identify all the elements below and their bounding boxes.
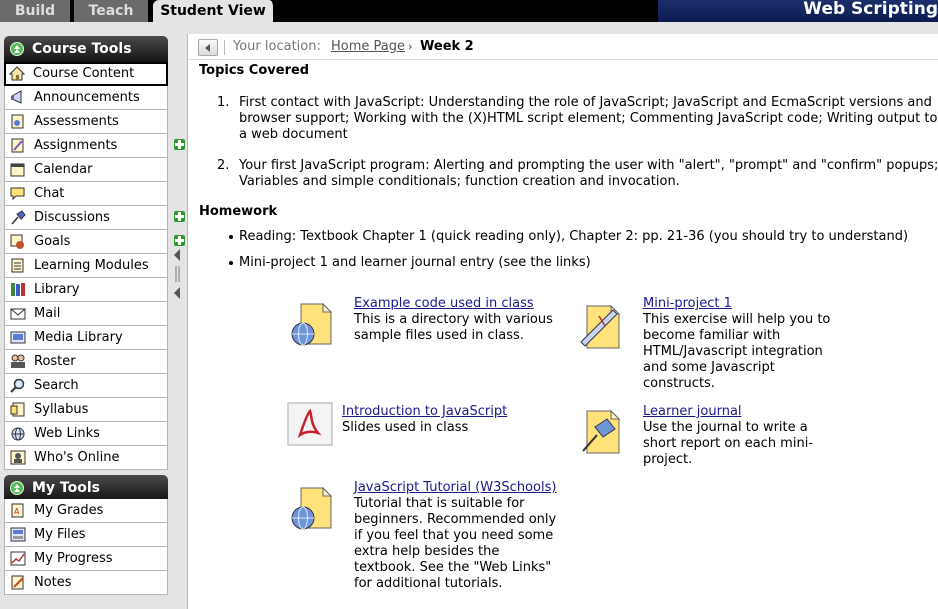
link-title[interactable]: Mini-project 1 bbox=[643, 296, 732, 311]
globe-icon bbox=[10, 426, 26, 441]
sidebar-item-label: Chat bbox=[34, 186, 65, 201]
topic-number: 1. bbox=[217, 95, 230, 110]
breadcrumb-home-link[interactable]: Home Page bbox=[331, 39, 405, 54]
breadcrumb bbox=[189, 34, 938, 60]
sidebar-item-goals[interactable] bbox=[4, 230, 168, 254]
link-title[interactable]: JavaScript Tutorial (W3Schools) bbox=[354, 480, 557, 495]
main-content bbox=[189, 34, 938, 609]
link-example-code bbox=[354, 296, 564, 344]
link-learner-journal bbox=[643, 404, 843, 468]
sidebar-item-label: Assessments bbox=[34, 114, 119, 129]
breadcrumb-label: Your location: bbox=[233, 39, 321, 54]
sidebar-item-label: Goals bbox=[34, 234, 71, 249]
media-icon bbox=[10, 330, 26, 345]
sidebar-item-notes[interactable] bbox=[4, 571, 168, 595]
chat-icon bbox=[10, 186, 26, 201]
sidebar-item-announcements[interactable] bbox=[4, 86, 168, 110]
assignment-icon bbox=[10, 138, 26, 153]
tab-build[interactable]: Build bbox=[0, 0, 72, 22]
sidebar-item-my-grades[interactable] bbox=[4, 499, 168, 523]
sidebar-item-learning-modules[interactable] bbox=[4, 254, 168, 278]
sidebar-item-media-library[interactable] bbox=[4, 326, 168, 350]
sidebar-item-label: Notes bbox=[34, 575, 72, 590]
sidebar bbox=[0, 34, 188, 609]
course-tools-title: Course Tools bbox=[32, 41, 132, 57]
sidebar-item-label: Calendar bbox=[34, 162, 93, 177]
new-item-icon bbox=[174, 235, 185, 246]
sidebar-item-label: Web Links bbox=[34, 426, 100, 441]
my-tools-title: My Tools bbox=[32, 480, 100, 496]
course-tools-header[interactable] bbox=[4, 36, 168, 62]
link-title[interactable]: Introduction to JavaScript bbox=[342, 404, 508, 419]
calendar-icon bbox=[10, 162, 26, 177]
back-button[interactable] bbox=[198, 39, 218, 56]
home-icon bbox=[9, 66, 25, 81]
collapse-chevron-icon[interactable] bbox=[10, 42, 24, 56]
megaphone-icon bbox=[10, 90, 26, 105]
pushpin-icon bbox=[10, 210, 26, 225]
sidebar-item-label: Assignments bbox=[34, 138, 118, 153]
mail-icon bbox=[10, 306, 26, 321]
pdf-icon[interactable] bbox=[286, 401, 334, 447]
sidebar-item-label: Search bbox=[34, 378, 79, 393]
app-title: Web Scripting bbox=[658, 0, 938, 22]
breadcrumb-current: Week 2 bbox=[420, 39, 474, 54]
web-folder-icon[interactable] bbox=[289, 486, 333, 532]
sidebar-item-label: Who's Online bbox=[34, 450, 120, 465]
link-w3schools-tutorial bbox=[354, 480, 564, 592]
sidebar-item-web-links[interactable] bbox=[4, 422, 168, 446]
sidebar-item-calendar[interactable] bbox=[4, 158, 168, 182]
top-strip bbox=[0, 22, 938, 34]
link-description: Use the journal to write a short report on each mini-project. bbox=[643, 420, 814, 467]
sidebar-item-label: Course Content bbox=[33, 66, 135, 81]
people-icon bbox=[10, 354, 26, 369]
sidebar-item-my-progress[interactable] bbox=[4, 547, 168, 571]
sidebar-item-label: My Progress bbox=[34, 551, 113, 566]
sidebar-item-mail[interactable] bbox=[4, 302, 168, 326]
sidebar-item-library[interactable] bbox=[4, 278, 168, 302]
grades-icon bbox=[10, 503, 26, 518]
topics-heading: Topics Covered bbox=[199, 63, 310, 78]
topic-number: 2. bbox=[217, 158, 230, 173]
sidebar-item-chat[interactable] bbox=[4, 182, 168, 206]
tab-student-view[interactable]: Student View bbox=[153, 0, 275, 22]
sidebar-item-assignments[interactable] bbox=[4, 134, 168, 158]
link-description: Tutorial that is suitable for beginners. Recommended only if you feel that you need some extra help besides the textbook. See the "Web Links" for additional tutorials. bbox=[354, 496, 557, 591]
link-description: This is a directory with various sample files used in class. bbox=[354, 312, 553, 343]
person-icon bbox=[10, 450, 26, 465]
sidebar-item-discussions[interactable] bbox=[4, 206, 168, 230]
web-folder-icon[interactable] bbox=[289, 302, 333, 348]
sidebar-item-label: Learning Modules bbox=[34, 258, 149, 273]
sidebar-item-label: Library bbox=[34, 282, 80, 297]
topic-text: Your first JavaScript program: Alerting and prompting the user with "alert", "prompt" and "confirm" popups; Variables and simple conditionals; function creation and invocation. bbox=[239, 158, 938, 189]
top-bar bbox=[0, 0, 938, 22]
link-mini-project bbox=[643, 296, 843, 392]
sidebar-item-label: Discussions bbox=[34, 210, 110, 225]
my-tools-header[interactable] bbox=[4, 475, 168, 501]
syllabus-icon bbox=[10, 402, 26, 417]
sidebar-item-whos-online[interactable] bbox=[4, 446, 168, 470]
module-icon bbox=[10, 258, 26, 273]
link-description: This exercise will help you to become familiar with HTML/Javascript integration and some Javascript constructs. bbox=[643, 312, 831, 391]
sidebar-item-label: Announcements bbox=[34, 90, 140, 105]
collapse-chevron-icon[interactable] bbox=[10, 481, 24, 495]
new-item-icon bbox=[174, 139, 185, 150]
sidebar-item-roster[interactable] bbox=[4, 350, 168, 374]
sidebar-item-label: Roster bbox=[34, 354, 76, 369]
sidebar-collapse-handle[interactable] bbox=[172, 249, 182, 299]
sidebar-item-course-content[interactable] bbox=[4, 62, 168, 86]
sidebar-item-assessments[interactable] bbox=[4, 110, 168, 134]
sidebar-item-syllabus[interactable] bbox=[4, 398, 168, 422]
tab-teach[interactable]: Teach bbox=[74, 0, 150, 22]
sidebar-item-label: My Grades bbox=[34, 503, 104, 518]
link-intro-javascript bbox=[342, 404, 572, 436]
my-tools-menu bbox=[4, 499, 168, 595]
breadcrumb-separator: › bbox=[408, 40, 413, 53]
sidebar-item-label: Syllabus bbox=[34, 402, 89, 417]
link-title[interactable]: Example code used in class bbox=[354, 296, 534, 311]
assignment-ruler-icon[interactable] bbox=[579, 302, 623, 352]
assessment-icon bbox=[10, 114, 26, 129]
journal-pin-icon[interactable] bbox=[579, 407, 623, 457]
magnifier-icon bbox=[10, 378, 26, 393]
course-tools-menu bbox=[4, 62, 168, 470]
notes-icon bbox=[10, 575, 26, 590]
link-description: Slides used in class bbox=[342, 420, 469, 435]
books-icon bbox=[10, 282, 26, 297]
sidebar-item-search[interactable] bbox=[4, 374, 168, 398]
progress-icon bbox=[10, 551, 26, 566]
link-title[interactable]: Learner journal bbox=[643, 404, 742, 419]
svg-text:A: A bbox=[14, 507, 20, 516]
sidebar-item-label: Media Library bbox=[34, 330, 123, 345]
sidebar-item-label: My Files bbox=[34, 527, 86, 542]
divider bbox=[224, 40, 225, 55]
new-item-icon bbox=[174, 211, 185, 222]
homework-heading: Homework bbox=[199, 204, 278, 219]
homework-item: Reading: Textbook Chapter 1 (quick reading only), Chapter 2: pp. 21-36 (you should try to understand) bbox=[239, 229, 938, 245]
topic-text: First contact with JavaScript: Understanding the role of JavaScript; JavaScript and EcmaScript versions and browser support; Working with the (X)HTML script element; Commenting JavaScript code; Writing output to a web document bbox=[239, 95, 938, 142]
homework-item: Mini-project 1 and learner journal entry (see the links) bbox=[239, 255, 938, 271]
sidebar-item-label: Mail bbox=[34, 306, 61, 321]
files-icon bbox=[10, 527, 26, 542]
goals-icon bbox=[10, 234, 26, 249]
sidebar-item-my-files[interactable] bbox=[4, 523, 168, 547]
